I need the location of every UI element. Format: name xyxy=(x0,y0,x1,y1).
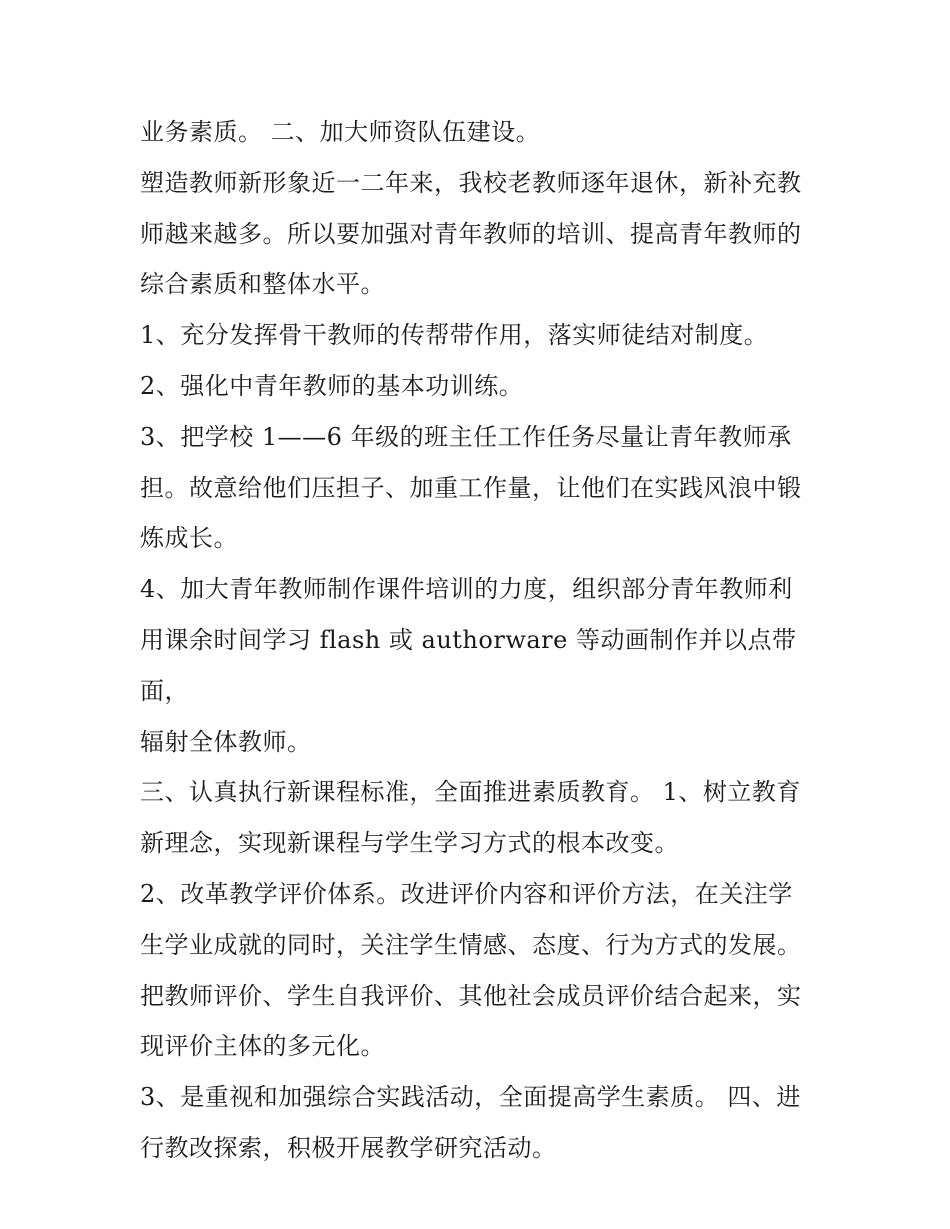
paragraph: 塑造教师新形象近一二年来，我校老教师逐年退休，新补充教 师越来越多。所以要加强对青年教师的培训、提高青年教师的 综合素质和整体水平。 xyxy=(140,168,802,299)
paragraph: 三、认真执行新课程标准，全面推进素质教育。 1、树立教育 新理念，实现新课程与学生学习方式的根本改变。 xyxy=(140,778,801,858)
paragraph: 4、加大青年教师制作课件培训的力度，组织部分青年教师利 用课余时间学习 flash 或 authorware 等动画制作并以点带面， 辐射全体教师。 xyxy=(140,575,797,756)
paragraph: 2、强化中青年教师的基本功训练。 xyxy=(140,371,524,400)
paragraph: 1、充分发挥骨干教师的传帮带作用，落实师徒结对制度。 xyxy=(140,321,769,350)
paragraph: 业务素质。 二、加大师资队伍建设。 xyxy=(140,118,541,146)
paragraph: 3、把学校 1——6 年级的班主任工作任务尽量让青年教师承 担。故意给他们压担子、加重工作量，让他们在实践风浪中锻 炼成长。 xyxy=(140,422,802,553)
document-body xyxy=(140,107,820,1174)
paragraph: 2、改革教学评价体系。改进评价内容和评价方法，在关注学 生学业成就的同时，关注学生情感、态度、行为方式的发展。 把教师评价、学生自我评价、其他社会成员评价结合起来，实 现评价主体的多元化。 xyxy=(140,879,802,1061)
paragraph: 3、是重视和加强综合实践活动，全面提高学生素质。 四、进 行教改探索，积极开展教学研究活动。 xyxy=(140,1083,801,1162)
